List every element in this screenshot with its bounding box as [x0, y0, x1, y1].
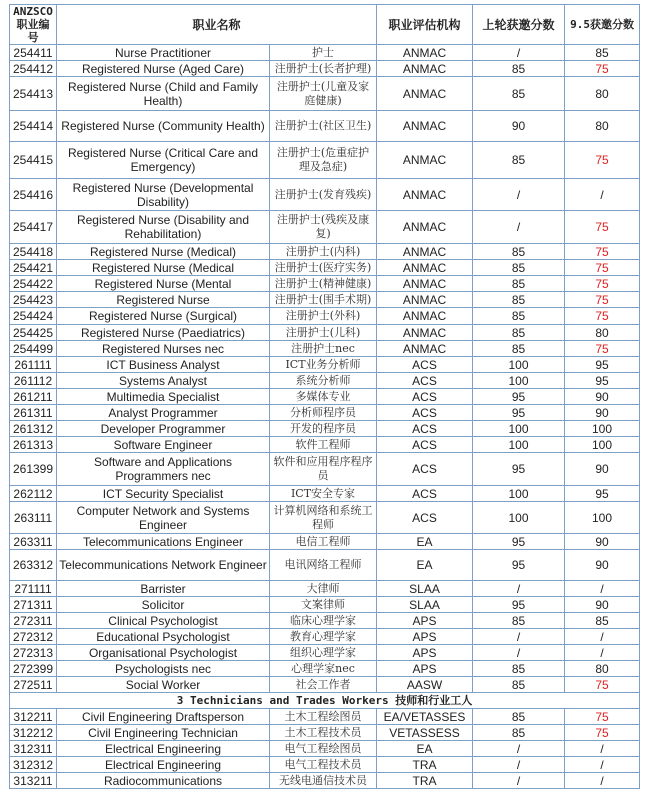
- occupation-name-zh: 注册护士(内科): [270, 244, 377, 260]
- last-round-score: /: [473, 741, 565, 757]
- occupation-name-zh: 注册护士(精神健康): [270, 276, 377, 292]
- table-row: [10, 629, 640, 645]
- round-9-5-score: 75: [565, 308, 640, 325]
- assessing-authority: ANMAC: [377, 244, 473, 260]
- occupation-name-zh: 临床心理学家: [270, 613, 377, 629]
- round-9-5-score: /: [565, 773, 640, 789]
- last-round-score: 85: [473, 341, 565, 357]
- occupation-name-en: Developer Programmer: [57, 421, 270, 437]
- occupation-name-zh: 护士: [270, 45, 377, 61]
- occupation-name-en: Computer Network and Systems Engineer: [57, 502, 270, 534]
- table-row: [10, 373, 640, 389]
- occupation-name-zh: 注册护士(儿童及家庭健康): [270, 77, 377, 111]
- assessing-authority: ANMAC: [377, 325, 473, 341]
- last-round-score: 85: [473, 276, 565, 292]
- table-body-b: [10, 709, 640, 789]
- assessing-authority: TRA: [377, 757, 473, 773]
- table-row: [10, 405, 640, 421]
- occupation-name-zh: 注册护士(残疾及康复): [270, 211, 377, 244]
- assessing-authority: ANMAC: [377, 260, 473, 276]
- header-last-round-score: 上轮获邀分数: [473, 5, 565, 45]
- table-row: [10, 244, 640, 260]
- last-round-score: /: [473, 211, 565, 244]
- last-round-score: 95: [473, 453, 565, 486]
- table-row: [10, 45, 640, 61]
- occupation-name-zh: 注册护士(外科): [270, 308, 377, 325]
- occupation-code: 254417: [10, 211, 57, 244]
- assessing-authority: EA: [377, 741, 473, 757]
- last-round-score: /: [473, 45, 565, 61]
- last-round-score: 85: [473, 292, 565, 308]
- occupation-code: 271111: [10, 581, 57, 597]
- round-9-5-score: 75: [565, 709, 640, 725]
- round-9-5-score: 75: [565, 61, 640, 77]
- section-header-body: [10, 693, 640, 709]
- assessing-authority: ACS: [377, 437, 473, 453]
- assessing-authority: ANMAC: [377, 179, 473, 211]
- last-round-score: 95: [473, 550, 565, 581]
- round-9-5-score: 95: [565, 357, 640, 373]
- last-round-score: 85: [473, 725, 565, 741]
- last-round-score: 85: [473, 613, 565, 629]
- occupation-name-en: Radiocommunications: [57, 773, 270, 789]
- occupation-code: 254416: [10, 179, 57, 211]
- occupation-name-zh: ICT业务分析师: [270, 357, 377, 373]
- table-row: [10, 645, 640, 661]
- table-row: [10, 677, 640, 693]
- occupation-name-zh: 软件工程师: [270, 437, 377, 453]
- last-round-score: 95: [473, 405, 565, 421]
- occupation-name-en: ICT Business Analyst: [57, 357, 270, 373]
- table-row: [10, 725, 640, 741]
- table-row: [10, 550, 640, 581]
- occupation-name-en: Registered Nurse (Medical): [57, 244, 270, 260]
- occupation-name-en: Registered Nurses nec: [57, 341, 270, 357]
- round-9-5-score: 100: [565, 421, 640, 437]
- round-9-5-score: 80: [565, 325, 640, 341]
- occupation-name-zh: 分析师程序员: [270, 405, 377, 421]
- occupation-name-zh: 计算机网络和系统工程师: [270, 502, 377, 534]
- assessing-authority: ANMAC: [377, 61, 473, 77]
- last-round-score: 85: [473, 308, 565, 325]
- occupation-code: 263311: [10, 534, 57, 550]
- assessing-authority: ANMAC: [377, 142, 473, 179]
- occupation-name-zh: 软件和应用程序程序员: [270, 453, 377, 486]
- occupation-name-en: Civil Engineering Draftsperson: [57, 709, 270, 725]
- last-round-score: 100: [473, 437, 565, 453]
- occupation-name-en: Registered Nurse (Medical: [57, 260, 270, 276]
- occupation-code: 272313: [10, 645, 57, 661]
- round-9-5-score: /: [565, 645, 640, 661]
- occupation-name-en: Registered Nurse: [57, 292, 270, 308]
- table-row: [10, 613, 640, 629]
- assessing-authority: ANMAC: [377, 45, 473, 61]
- table-row: [10, 502, 640, 534]
- round-9-5-score: 85: [565, 613, 640, 629]
- table-row: [10, 325, 640, 341]
- assessing-authority: ACS: [377, 373, 473, 389]
- occupation-name-en: Psychologists nec: [57, 661, 270, 677]
- assessing-authority: ACS: [377, 405, 473, 421]
- occupation-table: [9, 4, 640, 789]
- last-round-score: /: [473, 581, 565, 597]
- occupation-code: 254418: [10, 244, 57, 260]
- last-round-score: 85: [473, 709, 565, 725]
- occupation-name-en: Electrical Engineering: [57, 741, 270, 757]
- table-row: [10, 773, 640, 789]
- assessing-authority: TRA: [377, 773, 473, 789]
- occupation-code: 262112: [10, 486, 57, 502]
- occupation-name-en: Organisational Psychologist: [57, 645, 270, 661]
- occupation-name-zh: ICT安全专家: [270, 486, 377, 502]
- assessing-authority: AASW: [377, 677, 473, 693]
- occupation-name-en: Registered Nurse (Developmental Disability): [57, 179, 270, 211]
- last-round-score: 85: [473, 77, 565, 111]
- header-occupation-name: 职业名称: [57, 5, 377, 45]
- assessing-authority: APS: [377, 661, 473, 677]
- occupation-code: 272399: [10, 661, 57, 677]
- occupation-name-zh: 注册护士(围手术期): [270, 292, 377, 308]
- round-9-5-score: /: [565, 741, 640, 757]
- occupation-name-zh: 注册护士(危重症护理及急症): [270, 142, 377, 179]
- table-row: [10, 111, 640, 142]
- assessing-authority: APS: [377, 629, 473, 645]
- occupation-code: 272511: [10, 677, 57, 693]
- occupation-name-zh: 注册护士(医疗实务): [270, 260, 377, 276]
- last-round-score: 100: [473, 373, 565, 389]
- last-round-score: 85: [473, 61, 565, 77]
- occupation-name-zh: 大律师: [270, 581, 377, 597]
- header-assessing-authority: 职业评估机构: [377, 5, 473, 45]
- occupation-code: 312212: [10, 725, 57, 741]
- occupation-name-en: Electrical Engineering: [57, 757, 270, 773]
- occupation-name-en: Telecommunications Network Engineer: [57, 550, 270, 581]
- assessing-authority: ACS: [377, 389, 473, 405]
- table-row: [10, 486, 640, 502]
- round-9-5-score: 80: [565, 111, 640, 142]
- occupation-code: 261211: [10, 389, 57, 405]
- round-9-5-score: 80: [565, 661, 640, 677]
- assessing-authority: ACS: [377, 486, 473, 502]
- occupation-name-zh: 注册护士(社区卫生): [270, 111, 377, 142]
- round-9-5-score: 75: [565, 260, 640, 276]
- table-row: [10, 661, 640, 677]
- occupation-code: 312211: [10, 709, 57, 725]
- assessing-authority: ACS: [377, 421, 473, 437]
- table-row: [10, 341, 640, 357]
- table-row: [10, 757, 640, 773]
- occupation-code: 254412: [10, 61, 57, 77]
- occupation-code: 254422: [10, 276, 57, 292]
- last-round-score: 95: [473, 389, 565, 405]
- table-body-a: [10, 45, 640, 693]
- round-9-5-score: 90: [565, 389, 640, 405]
- occupation-name-en: Nurse Practitioner: [57, 45, 270, 61]
- round-9-5-score: /: [565, 757, 640, 773]
- assessing-authority: APS: [377, 613, 473, 629]
- occupation-name-en: Registered Nurse (Critical Care and Emergency): [57, 142, 270, 179]
- round-9-5-score: 90: [565, 597, 640, 613]
- occupation-code: 254424: [10, 308, 57, 325]
- occupation-score-document: [9, 4, 639, 789]
- occupation-name-zh: 心理学家nec: [270, 661, 377, 677]
- table-row: [10, 437, 640, 453]
- round-9-5-score: 75: [565, 725, 640, 741]
- assessing-authority: ANMAC: [377, 276, 473, 292]
- assessing-authority: EA/VETASSES: [377, 709, 473, 725]
- round-9-5-score: 75: [565, 341, 640, 357]
- round-9-5-score: 95: [565, 486, 640, 502]
- table-row: [10, 61, 640, 77]
- last-round-score: 85: [473, 325, 565, 341]
- occupation-name-en: Multimedia Specialist: [57, 389, 270, 405]
- round-9-5-score: 75: [565, 244, 640, 260]
- assessing-authority: ANMAC: [377, 292, 473, 308]
- occupation-code: 254413: [10, 77, 57, 111]
- assessing-authority: ANMAC: [377, 341, 473, 357]
- round-9-5-score: 100: [565, 437, 640, 453]
- last-round-score: 90: [473, 111, 565, 142]
- occupation-code: 261313: [10, 437, 57, 453]
- occupation-name-zh: 注册护士(长者护理): [270, 61, 377, 77]
- last-round-score: 85: [473, 244, 565, 260]
- occupation-name-zh: 多媒体专业: [270, 389, 377, 405]
- section-title: 3 Technicians and Trades Workers 技师和行业工人: [10, 693, 640, 709]
- occupation-name-en: Registered Nurse (Child and Family Health): [57, 77, 270, 111]
- occupation-name-en: Analyst Programmer: [57, 405, 270, 421]
- last-round-score: 85: [473, 142, 565, 179]
- occupation-name-en: Registered Nurse (Paediatrics): [57, 325, 270, 341]
- assessing-authority: ANMAC: [377, 111, 473, 142]
- occupation-code: 272312: [10, 629, 57, 645]
- occupation-code: 313211: [10, 773, 57, 789]
- round-9-5-score: 75: [565, 677, 640, 693]
- assessing-authority: ACS: [377, 357, 473, 373]
- last-round-score: 85: [473, 260, 565, 276]
- table-row: [10, 741, 640, 757]
- occupation-code: 261312: [10, 421, 57, 437]
- last-round-score: /: [473, 179, 565, 211]
- occupation-name-en: Barrister: [57, 581, 270, 597]
- occupation-name-en: ICT Security Specialist: [57, 486, 270, 502]
- occupation-code: 254423: [10, 292, 57, 308]
- last-round-score: 95: [473, 597, 565, 613]
- last-round-score: 95: [473, 534, 565, 550]
- last-round-score: 100: [473, 486, 565, 502]
- assessing-authority: ANMAC: [377, 308, 473, 325]
- occupation-name-en: Software and Applications Programmers nec: [57, 453, 270, 486]
- table-row: [10, 534, 640, 550]
- assessing-authority: ANMAC: [377, 77, 473, 111]
- round-9-5-score: /: [565, 629, 640, 645]
- assessing-authority: ACS: [377, 502, 473, 534]
- occupation-name-zh: 土木工程绘图员: [270, 709, 377, 725]
- round-9-5-score: 90: [565, 405, 640, 421]
- occupation-name-en: Civil Engineering Technician: [57, 725, 270, 741]
- table-row: [10, 709, 640, 725]
- round-9-5-score: 75: [565, 142, 640, 179]
- assessing-authority: ACS: [377, 453, 473, 486]
- occupation-name-zh: 注册护士nec: [270, 341, 377, 357]
- occupation-code: 254421: [10, 260, 57, 276]
- occupation-code: 261399: [10, 453, 57, 486]
- assessing-authority: EA: [377, 534, 473, 550]
- occupation-name-en: Registered Nurse (Surgical): [57, 308, 270, 325]
- table-row: [10, 142, 640, 179]
- occupation-code: 312312: [10, 757, 57, 773]
- assessing-authority: VETASSESS: [377, 725, 473, 741]
- occupation-name-zh: 电信工程师: [270, 534, 377, 550]
- round-9-5-score: 75: [565, 211, 640, 244]
- occupation-code: 271311: [10, 597, 57, 613]
- round-9-5-score: 90: [565, 550, 640, 581]
- occupation-name-zh: 注册护士(儿科): [270, 325, 377, 341]
- occupation-code: 254414: [10, 111, 57, 142]
- assessing-authority: SLAA: [377, 597, 473, 613]
- occupation-code: 263312: [10, 550, 57, 581]
- occupation-code: 254499: [10, 341, 57, 357]
- occupation-name-en: Telecommunications Engineer: [57, 534, 270, 550]
- occupation-code: 261311: [10, 405, 57, 421]
- occupation-name-zh: 文案律师: [270, 597, 377, 613]
- table-row: [10, 597, 640, 613]
- occupation-name-zh: 电气工程绘图员: [270, 741, 377, 757]
- occupation-code: 261111: [10, 357, 57, 373]
- occupation-code: 254425: [10, 325, 57, 341]
- round-9-5-score: /: [565, 581, 640, 597]
- occupation-code: 272311: [10, 613, 57, 629]
- last-round-score: 100: [473, 502, 565, 534]
- assessing-authority: ANMAC: [377, 211, 473, 244]
- table-row: [10, 276, 640, 292]
- occupation-name-en: Software Engineer: [57, 437, 270, 453]
- occupation-name-en: Registered Nurse (Community Health): [57, 111, 270, 142]
- occupation-name-zh: 组织心理学家: [270, 645, 377, 661]
- last-round-score: /: [473, 629, 565, 645]
- occupation-name-en: Educational Psychologist: [57, 629, 270, 645]
- last-round-score: /: [473, 757, 565, 773]
- occupation-code: 261112: [10, 373, 57, 389]
- occupation-name-zh: 社会工作者: [270, 677, 377, 693]
- round-9-5-score: 85: [565, 45, 640, 61]
- header-row: [10, 5, 640, 45]
- last-round-score: 85: [473, 661, 565, 677]
- last-round-score: 85: [473, 677, 565, 693]
- table-row: [10, 211, 640, 244]
- assessing-authority: EA: [377, 550, 473, 581]
- occupation-name-zh: 开发的程序员: [270, 421, 377, 437]
- round-9-5-score: 80: [565, 77, 640, 111]
- table-row: [10, 77, 640, 111]
- header-anzsco-code: ANZSCO 职业编号: [10, 5, 57, 45]
- table-row: [10, 389, 640, 405]
- occupation-name-en: Registered Nurse (Aged Care): [57, 61, 270, 77]
- round-9-5-score: 75: [565, 276, 640, 292]
- table-row: [10, 357, 640, 373]
- assessing-authority: SLAA: [377, 581, 473, 597]
- assessing-authority: APS: [377, 645, 473, 661]
- table-row: [10, 453, 640, 486]
- last-round-score: 100: [473, 357, 565, 373]
- header-round-9-5-score: 9.5获邀分数: [565, 5, 640, 45]
- occupation-code: 254415: [10, 142, 57, 179]
- round-9-5-score: 95: [565, 373, 640, 389]
- occupation-name-en: Systems Analyst: [57, 373, 270, 389]
- occupation-name-zh: 教育心理学家: [270, 629, 377, 645]
- round-9-5-score: 90: [565, 534, 640, 550]
- occupation-name-en: Clinical Psychologist: [57, 613, 270, 629]
- table-row: [10, 260, 640, 276]
- section-header-row: [10, 693, 640, 709]
- last-round-score: 100: [473, 421, 565, 437]
- round-9-5-score: 100: [565, 502, 640, 534]
- table-row: [10, 421, 640, 437]
- occupation-name-zh: 土木工程技术员: [270, 725, 377, 741]
- table-row: [10, 179, 640, 211]
- occupation-name-en: Registered Nurse (Mental: [57, 276, 270, 292]
- occupation-name-en: Solicitor: [57, 597, 270, 613]
- round-9-5-score: 75: [565, 292, 640, 308]
- round-9-5-score: /: [565, 179, 640, 211]
- last-round-score: /: [473, 645, 565, 661]
- table-row: [10, 308, 640, 325]
- table-row: [10, 581, 640, 597]
- occupation-name-zh: 无线电通信技术员: [270, 773, 377, 789]
- occupation-name-zh: 电讯网络工程师: [270, 550, 377, 581]
- occupation-name-en: Social Worker: [57, 677, 270, 693]
- occupation-name-zh: 系统分析师: [270, 373, 377, 389]
- occupation-code: 312311: [10, 741, 57, 757]
- occupation-name-en: Registered Nurse (Disability and Rehabilitation): [57, 211, 270, 244]
- last-round-score: /: [473, 773, 565, 789]
- occupation-name-zh: 电气工程技术员: [270, 757, 377, 773]
- round-9-5-score: 90: [565, 453, 640, 486]
- occupation-name-zh: 注册护士(发育残疾): [270, 179, 377, 211]
- occupation-code: 263111: [10, 502, 57, 534]
- table-row: [10, 292, 640, 308]
- occupation-code: 254411: [10, 45, 57, 61]
